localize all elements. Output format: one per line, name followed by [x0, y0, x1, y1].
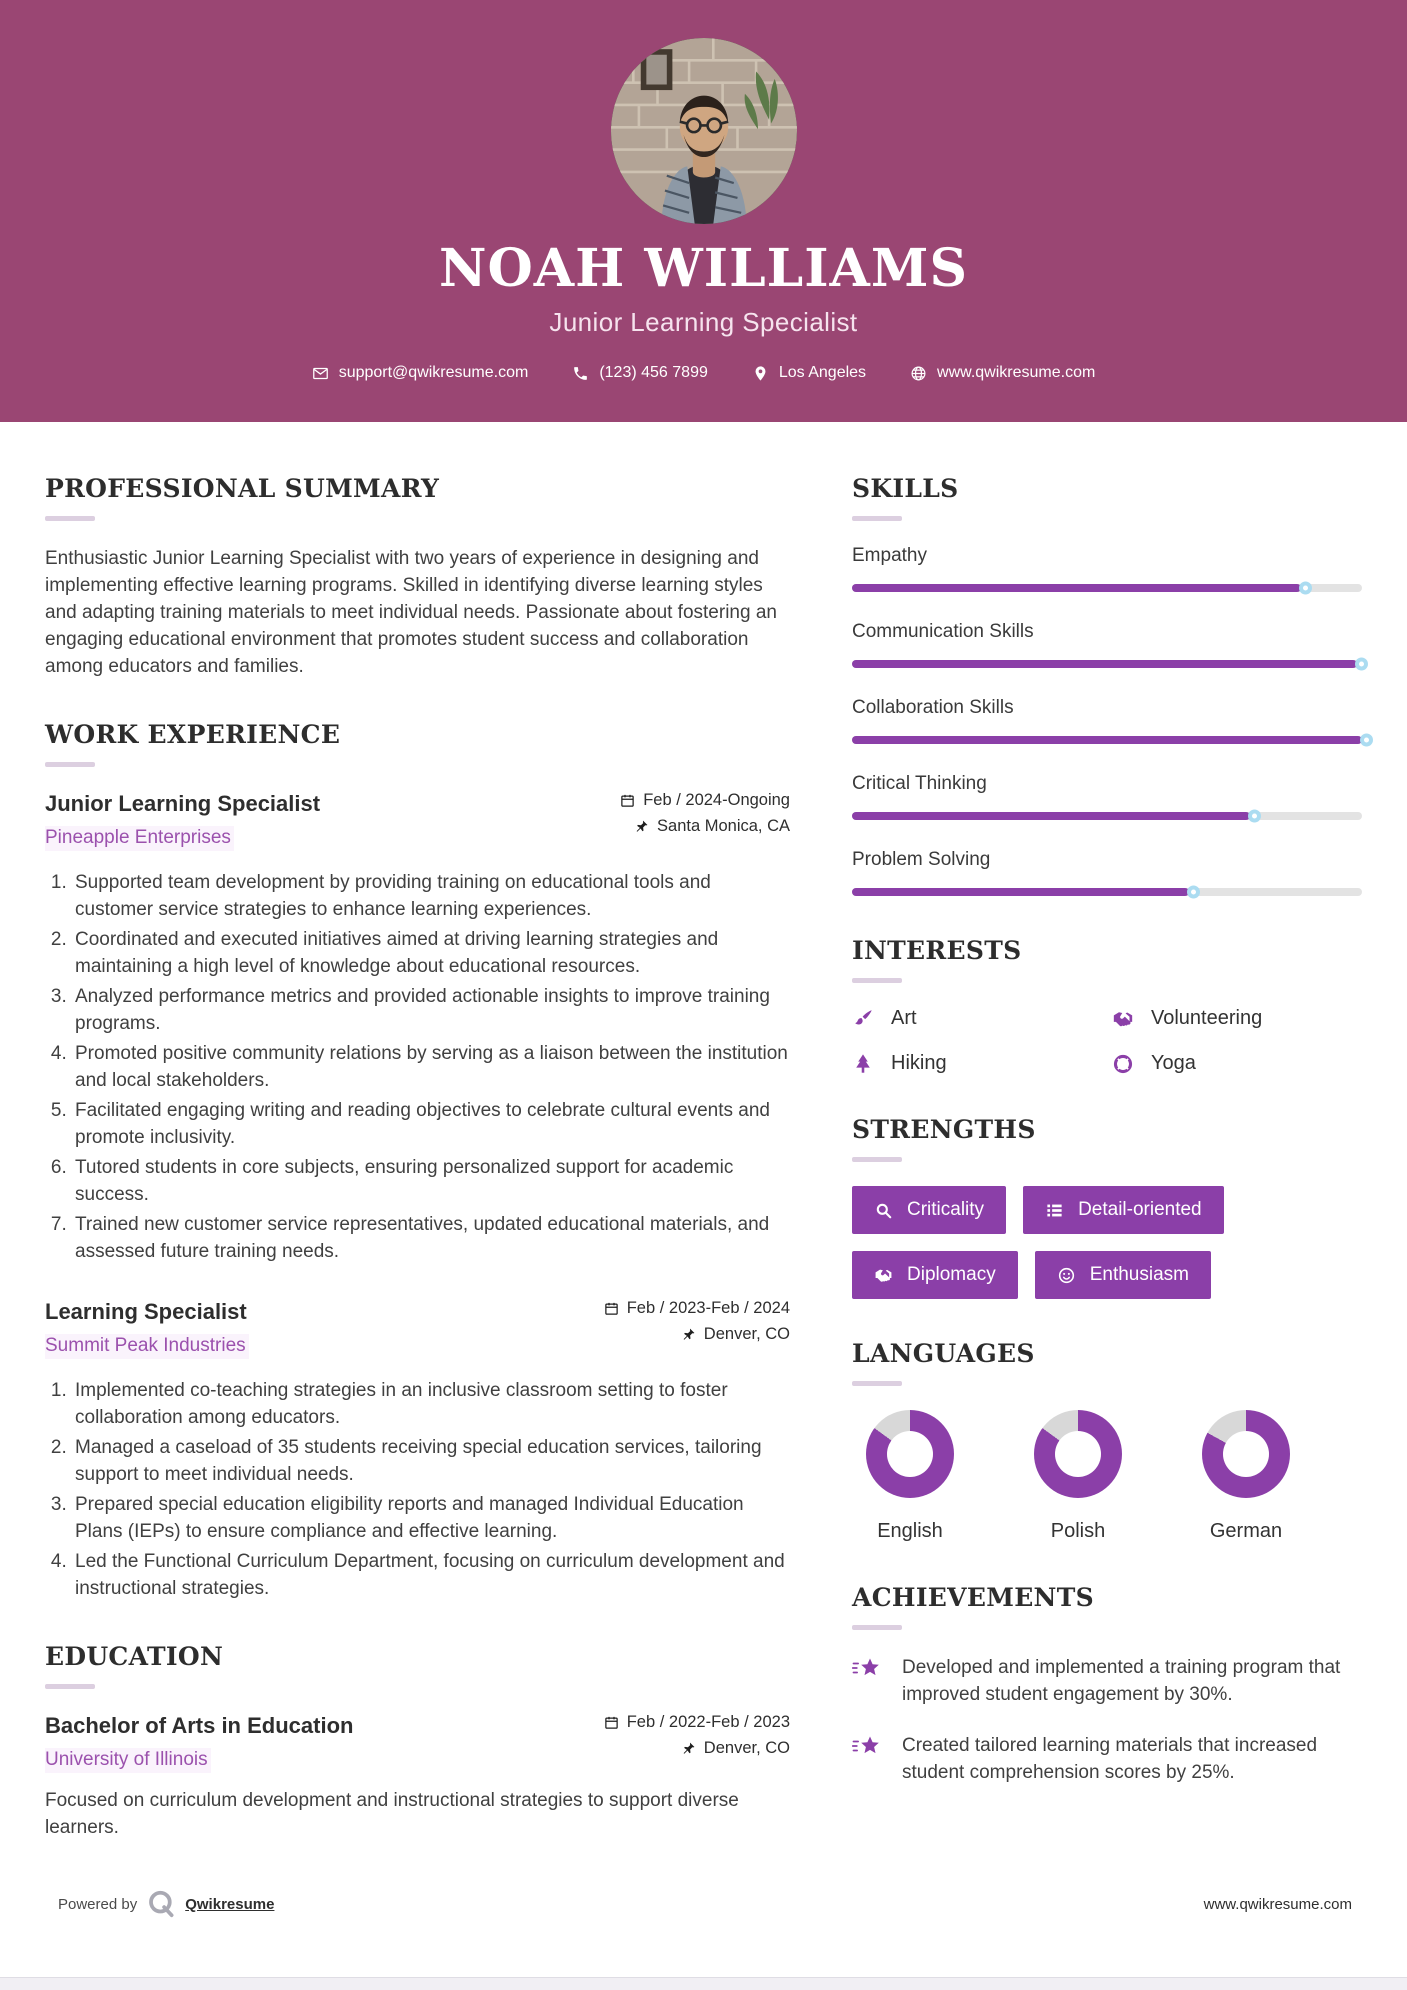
language-donut-chart — [1202, 1410, 1290, 1498]
main-content — [0, 422, 1407, 1889]
skill-item — [852, 621, 1362, 668]
language-label: German — [1209, 1520, 1283, 1542]
job-bullet: 4. Promoted positive community relations by serving as a liaison between the institution and local stakeholders. — [72, 1040, 790, 1094]
job-title: Junior Learning Specialist — [45, 791, 321, 816]
skill-bar-fill — [852, 812, 1250, 820]
job-bullet: 3. Prepared special education eligibility reports and managed Individual Education Plans (IEPs) to ensure compliance and effective learning. — [72, 1491, 790, 1545]
smiley-icon — [1057, 1266, 1076, 1285]
footer — [0, 1889, 1407, 1977]
skill-item — [852, 545, 1362, 592]
job-location: Santa Monica, CA — [657, 817, 790, 835]
job-date-line — [604, 1299, 790, 1318]
section-underline — [45, 762, 95, 767]
skill-label: Collaboration Skills — [852, 697, 1014, 718]
job-bullet: 5. Facilitated engaging writing and reading objectives to celebrate cultural events and promote inclusivity. — [72, 1097, 790, 1151]
job-bullet: 4. Led the Functional Curriculum Department, focusing on curriculum development and instructional strategies. — [72, 1548, 790, 1602]
slider-thumb[interactable] — [1187, 886, 1200, 899]
slider-thumb[interactable] — [1355, 658, 1368, 671]
section-underline — [852, 516, 902, 521]
job-bullet: 1. Implemented co-teaching strategies in an inclusive classroom setting to foster collaboration among educators. — [72, 1377, 790, 1431]
education-date: Feb / 2022-Feb / 2023 — [626, 1713, 790, 1731]
person-name: NOAH WILLIAMS — [438, 238, 969, 299]
education-description: Focused on curriculum development and instructional strategies to support diverse learners. — [45, 1790, 739, 1838]
languages-section — [852, 1339, 1362, 1543]
languages-list — [852, 1410, 1362, 1543]
achievement-text: Created tailored learning materials that increased student comprehension scores by 25%. — [902, 1735, 1318, 1783]
skill-bar-fill — [852, 584, 1301, 592]
section-underline — [852, 1157, 902, 1162]
language-donut-chart — [866, 1410, 954, 1498]
education-heading: EDUCATION — [45, 1642, 224, 1671]
interest-item — [852, 1007, 1102, 1030]
skill-bar — [852, 584, 1362, 592]
slider-thumb[interactable] — [1248, 810, 1261, 823]
qwikresume-logo-icon — [146, 1889, 176, 1919]
languages-heading: LANGUAGES — [852, 1339, 1035, 1368]
magnifier-icon — [874, 1201, 893, 1220]
summary-section — [45, 474, 790, 680]
skill-bar — [852, 736, 1362, 744]
job-location: Denver, CO — [703, 1325, 790, 1343]
pine-tree-icon — [852, 1053, 874, 1075]
job-head — [45, 1299, 790, 1359]
strength-label: Diplomacy — [907, 1264, 996, 1285]
language-item — [1202, 1410, 1290, 1543]
strength-badge — [852, 1251, 1018, 1299]
skill-bar-fill — [852, 660, 1357, 668]
language-label: English — [877, 1520, 943, 1542]
skill-label: Problem Solving — [852, 849, 991, 870]
person-job-title: Junior Learning Specialist — [549, 307, 858, 337]
footer-website-link[interactable]: www.qwikresume.com — [1203, 1895, 1352, 1913]
strength-label: Criticality — [907, 1199, 985, 1220]
skill-label: Communication Skills — [852, 621, 1034, 642]
education-location-line — [604, 1739, 790, 1758]
interests-heading: INTERESTS — [852, 936, 1022, 965]
skill-bar — [852, 812, 1362, 820]
calendar-icon — [604, 1301, 619, 1316]
job-date-line — [620, 791, 790, 810]
education-meta — [604, 1713, 790, 1765]
job-bullet-list — [45, 1377, 790, 1602]
education-date-line — [604, 1713, 790, 1732]
job-location-line — [620, 817, 790, 836]
job-title: Learning Specialist — [45, 1299, 247, 1324]
section-underline — [852, 978, 902, 983]
contact-website-text: www.qwikresume.com — [937, 364, 1096, 381]
calendar-icon — [604, 1715, 619, 1730]
skill-label: Empathy — [852, 545, 927, 566]
interest-item — [1112, 1052, 1362, 1075]
interest-label: Hiking — [891, 1052, 947, 1074]
skill-item — [852, 773, 1362, 820]
skills-section — [852, 474, 1362, 896]
pushpin-icon — [681, 1741, 696, 1756]
job-bullet: 7. Trained new customer service representatives, updated educational materials, and assessed future training needs. — [72, 1211, 790, 1265]
strength-label: Detail-oriented — [1078, 1199, 1202, 1220]
header — [0, 0, 1407, 422]
strength-label: Enthusiasm — [1089, 1264, 1189, 1285]
globe-icon — [910, 365, 927, 382]
contact-location — [752, 364, 866, 382]
contact-email-text: support@qwikresume.com — [338, 364, 529, 381]
job-meta — [604, 1299, 790, 1351]
achievement-item — [852, 1732, 1362, 1786]
shooting-star-icon — [852, 1735, 882, 1761]
job-date: Feb / 2024-Ongoing — [643, 791, 790, 809]
skill-label: Critical Thinking — [852, 773, 987, 794]
skill-item — [852, 697, 1362, 744]
section-underline — [852, 1381, 902, 1386]
job-location-line — [604, 1325, 790, 1344]
job-bullet: 3. Analyzed performance metrics and provided actionable insights to improve training programs. — [72, 983, 790, 1037]
calendar-icon — [620, 793, 635, 808]
phone-icon — [572, 365, 589, 382]
degree-title: Bachelor of Arts in Education — [45, 1713, 354, 1738]
strengths-heading: STRENGTHS — [852, 1115, 1036, 1144]
achievements-section — [852, 1583, 1362, 1786]
job-company: Pineapple Enterprises — [45, 826, 234, 851]
section-underline — [45, 1684, 95, 1689]
strength-badge — [1023, 1186, 1224, 1234]
profile-photo — [611, 38, 797, 224]
powered-by — [58, 1889, 274, 1919]
handshake-icon — [1112, 1008, 1134, 1030]
education-head — [45, 1713, 790, 1773]
section-underline — [45, 516, 95, 521]
education-location: Denver, CO — [703, 1739, 790, 1757]
achievement-item — [852, 1654, 1362, 1708]
language-item — [1034, 1410, 1122, 1543]
pushpin-icon — [681, 1327, 696, 1342]
pushpin-icon — [634, 819, 649, 834]
school-name: University of Illinois — [45, 1748, 211, 1773]
job-bullet: 2. Managed a caseload of 35 students receiving special education services, tailoring support to meet individual needs. — [72, 1434, 790, 1488]
strength-badge — [1035, 1251, 1211, 1299]
education-section — [45, 1642, 790, 1841]
left-column — [45, 474, 790, 1889]
job-meta — [620, 791, 790, 843]
work-heading: WORK EXPERIENCE — [45, 720, 341, 749]
interest-label: Art — [891, 1007, 917, 1029]
location-pin-icon — [752, 365, 769, 382]
lifebuoy-icon — [1112, 1053, 1134, 1075]
envelope-icon — [312, 365, 329, 382]
contact-phone[interactable] — [572, 364, 708, 382]
skill-bar-fill — [852, 736, 1362, 744]
skills-heading: SKILLS — [852, 474, 959, 503]
job-company: Summit Peak Industries — [45, 1334, 249, 1359]
strength-badges — [852, 1186, 1362, 1299]
job-bullet: 2. Coordinated and executed initiatives aimed at driving learning strategies and maintaining a high level of knowledge about educational resources. — [72, 926, 790, 980]
contact-email[interactable] — [312, 364, 529, 382]
interest-label: Yoga — [1151, 1052, 1196, 1074]
work-experience-section — [45, 720, 790, 1602]
achievement-text: Developed and implemented a training program that improved student engagement by 30%. — [902, 1657, 1341, 1705]
strengths-section — [852, 1115, 1362, 1299]
summary-text: Enthusiastic Junior Learning Specialist with two years of experience in designing and implementing effective learning programs. Skilled in identifying diverse learning styles and adapting training materials to meet individual needs. Passionate about fostering an engaging educational environment that promotes student success and collaboration among educators and families. — [45, 548, 777, 677]
slider-thumb[interactable] — [1360, 734, 1373, 747]
job-bullet: 6. Tutored students in core subjects, ensuring personalized support for academic success. — [72, 1154, 790, 1208]
language-item — [866, 1410, 954, 1543]
skill-bar-fill — [852, 888, 1189, 896]
slider-thumb[interactable] — [1299, 582, 1312, 595]
powered-by-text: Powered by — [58, 1895, 138, 1913]
interests-section — [852, 936, 1362, 1075]
handshake-icon — [874, 1266, 893, 1285]
job-date: Feb / 2023-Feb / 2024 — [626, 1299, 790, 1317]
shooting-star-icon — [852, 1657, 882, 1683]
interest-label: Volunteering — [1151, 1007, 1263, 1029]
language-label: Polish — [1050, 1520, 1106, 1542]
paintbrush-icon — [852, 1008, 874, 1030]
qwikresume-link[interactable]: Qwikresume — [185, 1895, 275, 1913]
job-bullet: 1. Supported team development by providing training on educational tools and customer service strategies to enhance learning experiences. — [72, 869, 790, 923]
right-column — [852, 474, 1362, 1889]
skill-bar — [852, 660, 1362, 668]
interest-item — [1112, 1007, 1362, 1030]
contact-location-text: Los Angeles — [778, 364, 867, 381]
contact-row — [0, 364, 1407, 382]
summary-heading: PROFESSIONAL SUMMARY — [45, 474, 440, 503]
skill-item — [852, 849, 1362, 896]
language-donut-chart — [1034, 1410, 1122, 1498]
section-underline — [852, 1625, 902, 1630]
job-head — [45, 791, 790, 851]
job-entry — [45, 791, 790, 1265]
strength-badge — [852, 1186, 1006, 1234]
job-entry — [45, 1299, 790, 1602]
job-bullet-list — [45, 869, 790, 1265]
contact-website[interactable] — [910, 364, 1095, 382]
list-icon — [1045, 1201, 1064, 1220]
skill-bar — [852, 888, 1362, 896]
contact-phone-text: (123) 456 7899 — [599, 364, 708, 381]
achievements-heading: ACHIEVEMENTS — [852, 1583, 1094, 1612]
interest-item — [852, 1052, 1102, 1075]
profile-photo-illustration — [611, 38, 797, 224]
interests-grid — [852, 1007, 1362, 1075]
